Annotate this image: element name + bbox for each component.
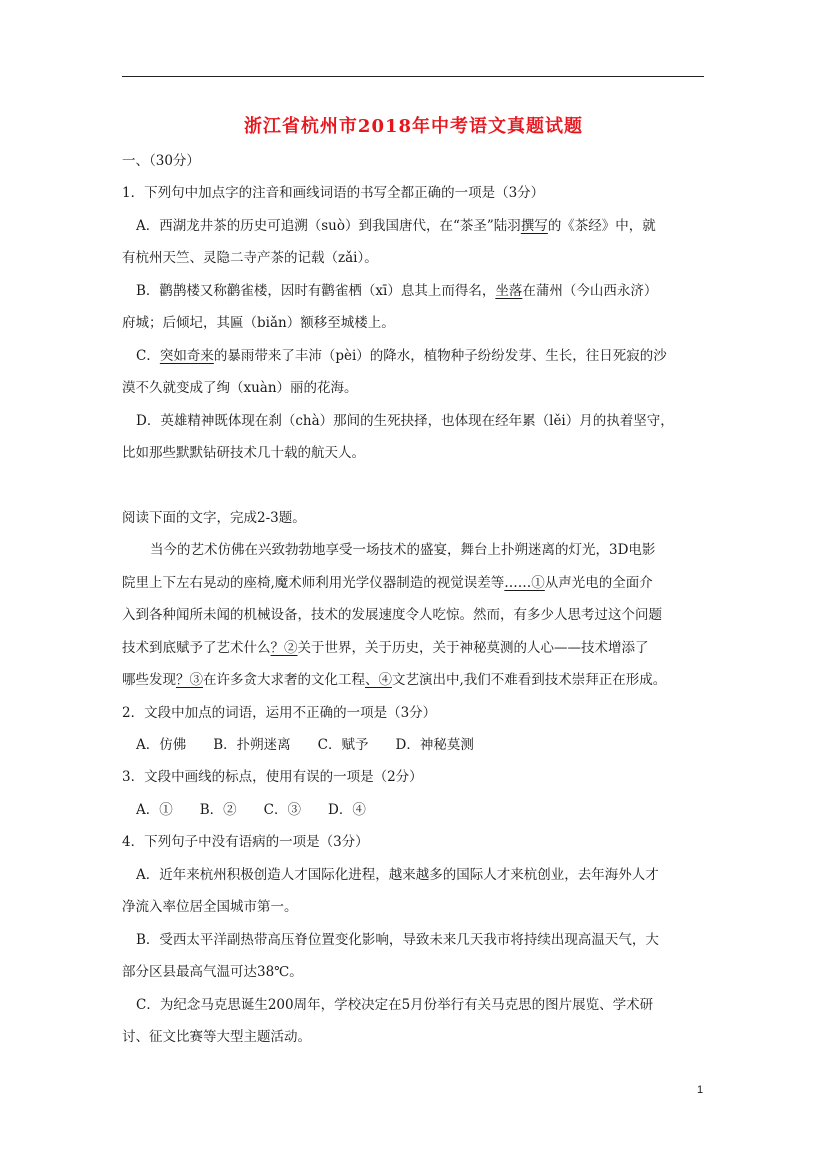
underlined-punctuation: ？③ xyxy=(176,672,203,688)
q4-option-b-line1: B．受西太平洋副热带高压脊位置变化影响，导致未来几天我市将持续出现高温天气，大 xyxy=(136,932,659,948)
reading-line: 院里上下左右晃动的座椅,魔术师利用光学仪器制造的视觉误差等……①从声光电的全面介 xyxy=(122,575,653,591)
page-number: 1 xyxy=(697,1084,704,1096)
q4-option-c-line2: 讨、征文比赛等大型主题活动。 xyxy=(122,1029,311,1045)
section-heading: 一、（30分） xyxy=(122,153,200,169)
q1-option-a-line1: A．西湖龙井茶的历史可追溯（suò）到我国唐代，在“茶圣”陆羽撰写的《茶经》中，就 xyxy=(136,218,656,234)
q1-option-c-line1: C．突如奇来的暴雨带来了丰沛（pèi）的降水，植物种子纷纷发芽、生长，往日死寂的沙 xyxy=(136,348,667,364)
q1-option-c-line2: 漠不久就变成了绚（xuàn）丽的花海。 xyxy=(122,380,358,396)
reading-line: 当今的艺术仿佛在兴致勃勃地享受一场技术的盛宴，舞台上扑朔迷离的灯光，3D电影 xyxy=(150,542,656,558)
header-rule xyxy=(122,76,704,77)
question-3-stem: 3．文段中画线的标点，使用有误的一项是（2分） xyxy=(122,769,423,785)
question-2-options: A．仿佛 B．扑朔迷离 C．赋予 D．神秘莫测 xyxy=(136,737,474,753)
reading-line: 哪些发现？③在许多贪大求奢的文化工程、④文艺演出中,我们不难看到技术崇拜正在形成。 xyxy=(122,672,667,688)
q4-option-b-line2: 部分区县最高气温可达38℃。 xyxy=(122,964,303,980)
underlined-word: 突如奇来 xyxy=(159,348,214,364)
question-1-stem: 1．下列句中加点字的注音和画线词语的书写全都正确的一项是（3分） xyxy=(122,185,545,201)
q4-option-c-line1: C．为纪念马克思诞生200周年，学校决定在5月份举行有关马克思的图片展览、学术研 xyxy=(136,997,654,1013)
reading-line: 技术到底赋予了艺术什么？②关于世界，关于历史，关于神秘莫测的人心——技术增添了 xyxy=(122,640,649,656)
q1-option-a-line2: 有杭州天竺、灵隐二寺产茶的记载（zǎi）。 xyxy=(122,250,378,266)
question-4-stem: 4．下列句子中没有语病的一项是（3分） xyxy=(122,834,369,850)
underlined-punctuation: ？② xyxy=(270,640,298,656)
q1-option-b-line2: 府城；后倾圮，其匾（biǎn）额移至城楼上。 xyxy=(122,315,395,331)
question-2-stem: 2．文段中加点的词语，运用不正确的一项是（3分） xyxy=(122,705,437,721)
page-title: 浙江省杭州市2018年中考语文真题试题 xyxy=(243,116,584,137)
underlined-word: 坐落 xyxy=(495,283,523,299)
reading-line: 入到各种闻所未闻的机械设备，技术的发展速度令人吃惊。然而，有多少人思考过这个问题 xyxy=(122,607,662,623)
q1-option-d-line2: 比如那些默默钻研技术几十载的航天人。 xyxy=(122,445,365,461)
underlined-word: 撰写 xyxy=(520,218,548,234)
q1-option-d-line1: D．英雄精神既体现在刹（chà）那间的生死抉择，也体现在经年累（lěi）月的执着坚守， xyxy=(136,413,674,429)
reading-intro: 阅读下面的文字，完成2-3题。 xyxy=(122,510,306,526)
q1-option-b-line1: B．鹳鹊楼又称鹳雀楼，因时有鹳雀栖（xī）息其上而得名，坐落在蒲州（今山西永济） xyxy=(136,283,658,299)
q4-option-a-line1: A．近年来杭州积极创造人才国际化进程，越来越多的国际人才来杭创业，去年海外人才 xyxy=(136,867,659,883)
underlined-punctuation: 、④ xyxy=(365,672,392,688)
q4-option-a-line2: 净流入率位居全国城市第一。 xyxy=(122,899,298,915)
underlined-punctuation: ……① xyxy=(504,575,545,591)
question-3-options: A．① B．② C．③ D．④ xyxy=(136,802,366,818)
